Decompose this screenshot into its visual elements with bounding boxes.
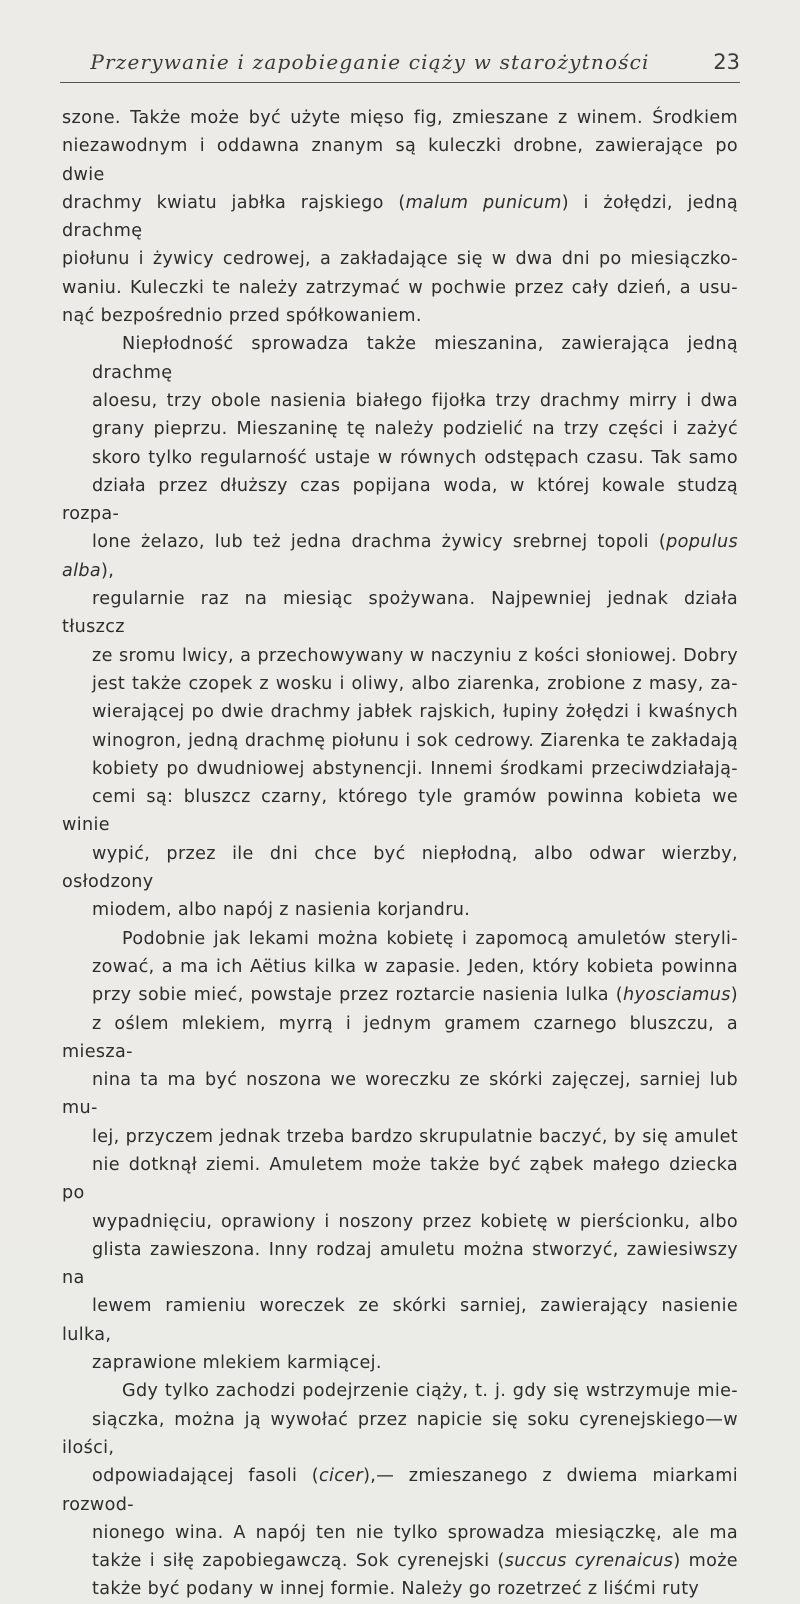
text-line: glista zawieszona. Inny rodzaj amuletu można stworzyć, zawiesiwszy na	[62, 1239, 738, 1289]
text-line: zować, a ma ich Aëtius kilka w zapasie. Jeden, który kobieta powinna	[92, 956, 738, 977]
paragraph	[62, 104, 738, 330]
text-line: miodem, albo napój z nasienia korjandru.	[92, 900, 471, 921]
text-line: nie dotknął ziemi. Amuletem może także być ząbek małego dziecka po	[62, 1154, 738, 1204]
text-line: zaprawione mlekiem karmiącej.	[92, 1353, 382, 1374]
text-line: niezawodnym i oddawna znanym są kuleczki drobne, zawierające po dwie	[62, 136, 738, 185]
text-line: lone żelazo, lub też jedna drachma żywicy srebrnej topoli (populus alba),	[62, 532, 738, 581]
text-line: lewem ramieniu woreczek ze skórki sarniej, zawierający nasienie lulka,	[62, 1296, 738, 1345]
text-line: kobiety po dwudniowej abstynencji. Innemi środkami przeciwdziałają-	[92, 758, 738, 779]
text-line: także być podany w innej formie. Należy go rozetrzeć z liśćmi ruty	[92, 1579, 700, 1600]
text-line: grany pieprzu. Mieszaninę tę należy podzielić na trzy części i zażyć	[92, 419, 738, 440]
text-line: skoro tylko regularność ustaje w równych odstępach czasu. Tak samo	[92, 447, 738, 468]
text-line: Podobnie jak lekami można kobietę i zapomocą amuletów steryli-	[122, 928, 738, 949]
text-line: nąć bezpośrednio przed spółkowaniem.	[62, 306, 422, 327]
text-line: cemi są: bluszcz czarny, którego tyle gramów powinna kobieta we winie	[62, 787, 738, 836]
paragraph	[62, 925, 738, 1378]
paragraph	[62, 1377, 738, 1603]
text-line: odpowiadającej fasoli (cicer),— zmieszanego z dwiema miarkami rozwod-	[62, 1466, 738, 1515]
text-line: szone. Także może być użyte mięso fig, zmieszane z winem. Środkiem	[62, 108, 738, 128]
running-title: Przerywanie i zapobieganie ciąży w starożytności	[90, 50, 650, 74]
body-text	[62, 104, 738, 1604]
text-line: ze sromu lwicy, a przechowywany w naczyniu z kości słoniowej. Dobry	[92, 645, 738, 666]
text-line: wypadnięciu, oprawiony i noszony przez kobietę w pierścionku, albo	[92, 1211, 738, 1232]
text-line: Gdy tylko zachodzi podejrzenie ciąży, t. j. gdy się wstrzymuje mie-	[122, 1381, 738, 1402]
text-line: aloesu, trzy obole nasienia białego fijołka trzy drachmy mirry i dwa	[92, 390, 738, 411]
text-line: Niepłodność sprowadza także mieszanina, zawierająca jedną drachmę	[92, 334, 738, 383]
text-line: działa przez dłuższy czas popijana woda, w której kowale studzą rozpa-	[62, 475, 738, 525]
page-number: 23	[713, 50, 740, 74]
text-line: jest także czopek z wosku i oliwy, albo ziarenka, zrobione z masy, za-	[92, 673, 738, 694]
text-line: wypić, przez ile dni chce być niepłodną, albo odwar wierzby, osłodzony	[62, 843, 738, 893]
text-line: przy sobie mieć, powstaje przez roztarcie nasienia lulka (hyosciamus)	[92, 985, 738, 1006]
text-line: także i siłę zapobiegawczą. Sok cyrenejski (succus cyrenaicus) może	[92, 1551, 738, 1572]
text-line: nina ta ma być noszona we woreczku ze skórki zajęczej, sarniej lub mu-	[62, 1070, 738, 1119]
text-line: z oślem mlekiem, myrrą i jednym gramem czarnego bluszczu, a miesza-	[62, 1013, 738, 1062]
text-line: winogron, jedną drachmę piołunu i sok cedrowy. Ziarenka te zakładają	[92, 730, 738, 751]
text-line: lej, przyczem jednak trzeba bardzo skrupulatnie baczyć, by się amulet	[92, 1126, 738, 1147]
text-line: waniu. Kuleczki te należy zatrzymać w pochwie przez cały dzień, a usu-	[62, 277, 738, 298]
header-rule	[60, 82, 740, 83]
text-line: piołunu i żywicy cedrowej, a zakładające się w dwa dni po miesiączko-	[62, 249, 738, 270]
paragraph	[62, 330, 738, 924]
running-head	[60, 50, 740, 86]
text-line: drachmy kwiatu jabłka rajskiego (malum punicum) i żołędzi, jedną drachmę	[62, 192, 739, 242]
text-line: siączka, można ją wywołać przez napicie się soku cyrenejskiego—w ilości,	[62, 1409, 738, 1458]
text-line: regularnie raz na miesiąc spożywana. Najpewniej jednak działa tłuszcz	[62, 589, 738, 638]
text-line: wierającej po dwie drachmy jabłek rajskich, łupiny żołędzi i kwaśnych	[92, 702, 738, 723]
text-line: nionego wina. A napój ten nie tylko sprowadza miesiączkę, ale ma	[92, 1522, 738, 1543]
